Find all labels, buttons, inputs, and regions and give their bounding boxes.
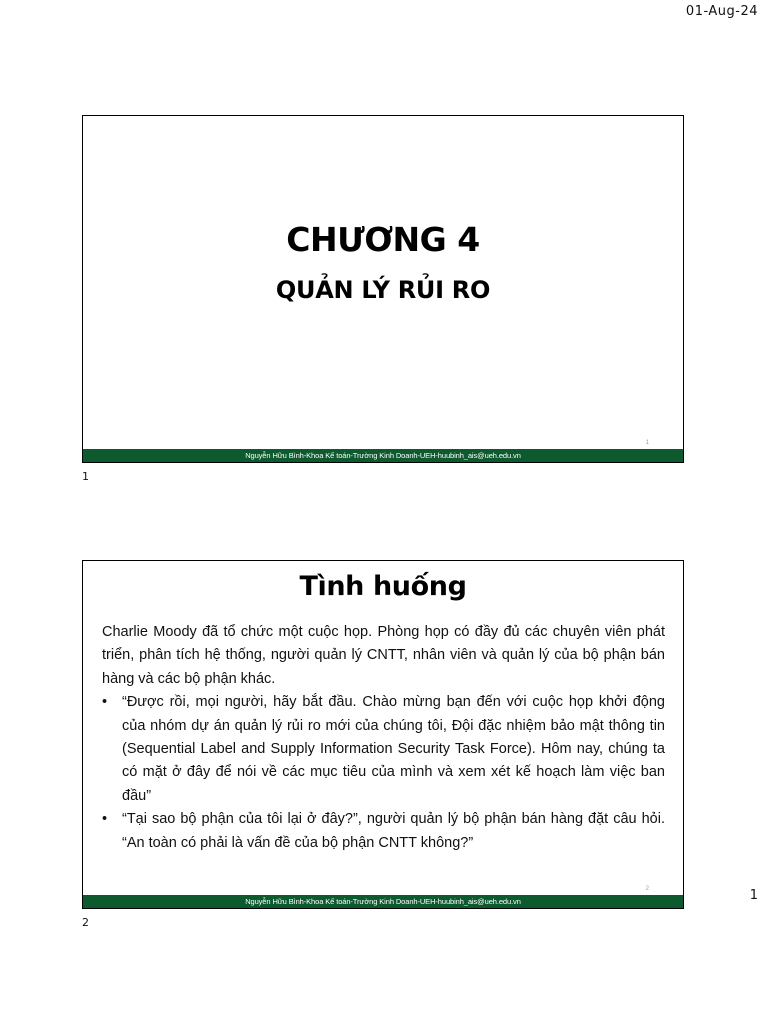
list-item [102, 808, 665, 855]
slide-2 [82, 560, 684, 909]
slide-2-bullet-list [102, 691, 665, 855]
slide-2-paragraph: Charlie Moody đã tổ chức một cuộc họp. Phòng họp có đầy đủ các chuyên viên phát triển, phân tích hệ thống, người quản lý CNTT, nhân viên và quản lý của bộ phận bán hàng và các bộ phận khác. [102, 624, 665, 687]
slide-1-footer: Nguyễn Hữu Bình-Khoa Kế toán-Trường Kinh Doanh-UEH-huubinh_ais@ueh.edu.vn [83, 449, 683, 462]
slide-1-title: CHƯƠNG 4 [286, 220, 480, 259]
slide-2-footer: Nguyễn Hữu Bình-Khoa Kế toán-Trường Kinh Doanh-UEH-huubinh_ais@ueh.edu.vn [83, 895, 683, 908]
sheet-number: 1 [749, 888, 758, 903]
slide-1-number: 1 [645, 440, 649, 446]
page-label-1: 1 [82, 470, 89, 483]
slide-2-body [102, 621, 665, 855]
page-label-2: 2 [82, 916, 89, 929]
list-item [102, 691, 665, 808]
slide-2-title: Tình huống [299, 571, 467, 602]
slide-1 [82, 115, 684, 463]
bullet-text: “Tại sao bộ phận của tôi lại ở đây?”, người quản lý bộ phận bán hàng đặt câu hỏi. “An toàn có phải là vấn đề của bộ phận CNTT không?” [122, 811, 665, 851]
bullet-text: “Được rồi, mọi người, hãy bắt đầu. Chào mừng bạn đến với cuộc họp khởi động của nhóm dự án quản lý rủi ro mới của chúng tôi, Đội đặc nhiệm bảo mật thông tin (Sequential Label and Supply Information Security Task Force). Hôm nay, chúng ta có mặt ở đây để nói về các mục tiêu của mình và xem xét kế hoạch làm việc ban đầu” [122, 694, 665, 804]
header-date: 01-Aug-24 [685, 4, 758, 19]
slide-2-number: 2 [645, 886, 649, 892]
bullet-icon: • [102, 811, 108, 828]
bullet-icon: • [102, 694, 108, 711]
slide-1-subtitle: QUẢN LÝ RỦI RO [275, 276, 491, 304]
